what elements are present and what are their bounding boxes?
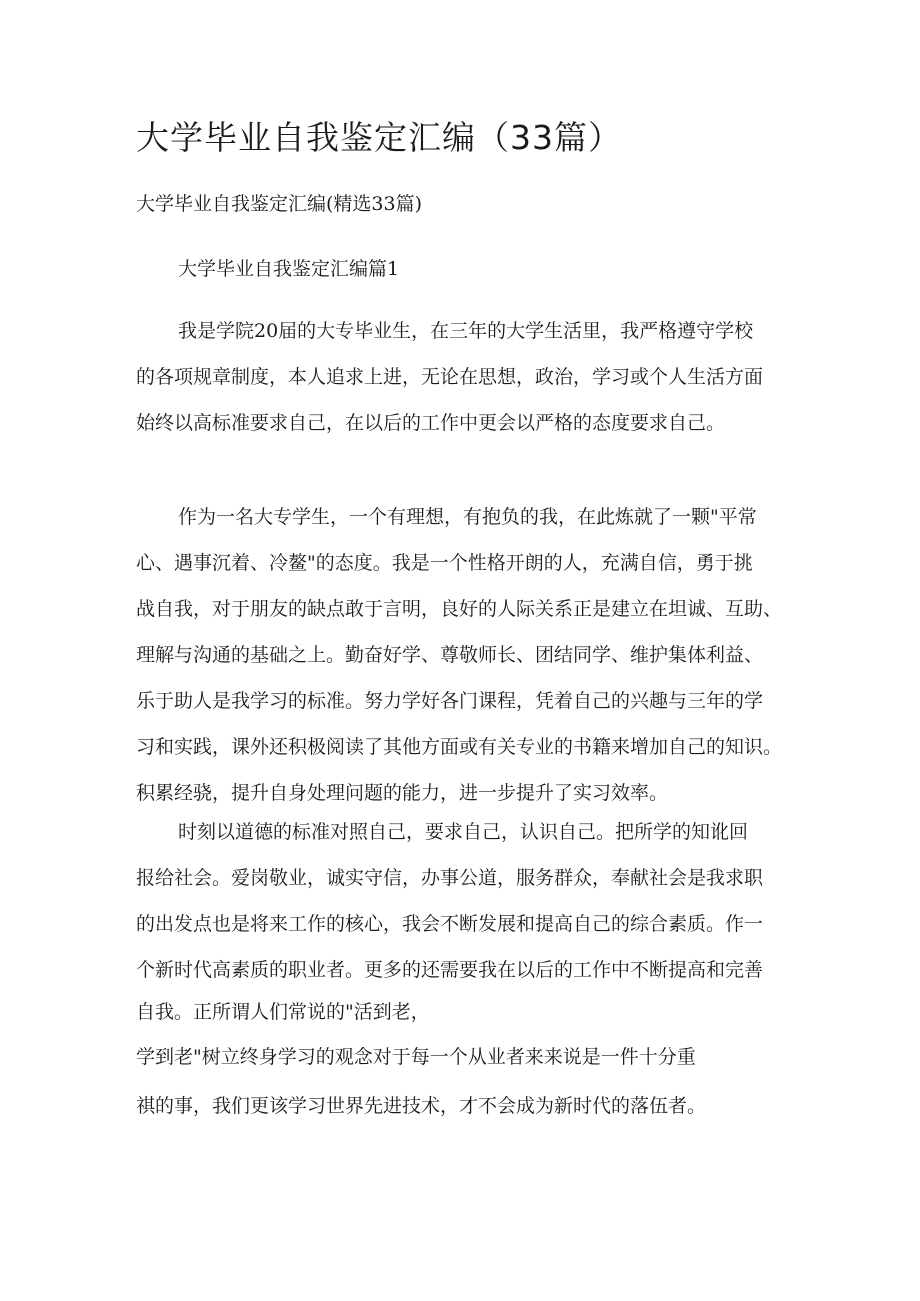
paragraph-line: 习和实践，课外还积极阅读了其他方面或有关专业的书籍来增加自己的知识。 [136, 736, 783, 758]
paragraph-line: 乐于助人是我学习的标准。努力学好各门课程，凭着自己的兴趣与三年的学 [136, 690, 764, 712]
paragraph-line: 的各项规章制度，本人追求上进，无论在思想，政治，学习或个人生活方面 [136, 366, 764, 388]
paragraph-line: 自我。正所谓人们常说的"活到老， [136, 1001, 430, 1023]
paragraph-line: 心、遇事沉着、冷鳌"的态度。我是一个性格开朗的人，充满自信，勇于挑 [136, 552, 753, 574]
paragraph-line: 时刻以道德的标准对照自己，要求自己，认识自己。把所学的知讹回 [178, 821, 749, 843]
paragraph-line: 学到老"树立终身学习的观念对于每一个从业者来来说是一件十分重 [136, 1046, 696, 1068]
paragraph-line: 祺的事，我们更该学习世界先进技术，才不会成为新时代的落伍者。 [136, 1095, 707, 1117]
section-heading: 大学毕业自我鉴定汇编篇1 [178, 258, 400, 280]
paragraph-line: 积累经骁，提升自身处理问题的能力，进一步提升了实习效率。 [136, 782, 669, 804]
paragraph-2 [136, 494, 802, 816]
paragraph-line: 个新时代高素质的职业者。更多的还需要我在以后的工作中不断提高和完善 [136, 959, 764, 981]
document-subtitle: 大学毕业自我鉴定汇编(精选33篇) [136, 193, 423, 215]
document-title: 大学毕业自我鉴定汇编（33篇） [136, 118, 622, 157]
paragraph-line: 报给社会。爱岗敬业，诚实守信，办事公道，服务群众，奉献社会是我求职 [136, 867, 764, 889]
paragraph-line: 作为一名大专学生，一个有理想，有抱负的我，在此炼就了一颗"平常 [178, 506, 757, 528]
paragraph-line: 理解与沟通的基础之上。勤奋好学、尊敬师长、团结同学、维护集体利益、 [136, 644, 764, 666]
paragraph-1 [136, 308, 802, 446]
paragraph-line: 的出发点也是将来工作的核心，我会不断发展和提高自己的综合素质。作一 [136, 913, 764, 935]
paragraph-line: 始终以高标准要求自己，在以后的工作中更会以严格的态度要求自己。 [136, 412, 726, 434]
paragraph-3 [136, 809, 802, 1129]
paragraph-line: 战自我，对于朋友的缺点敢于言明，良好的人际关系正是建立在坦诚、互助、 [136, 598, 783, 620]
paragraph-line: 我是学院20届的大专毕业生，在三年的大学生活里，我严格遵守学校 [178, 320, 754, 342]
